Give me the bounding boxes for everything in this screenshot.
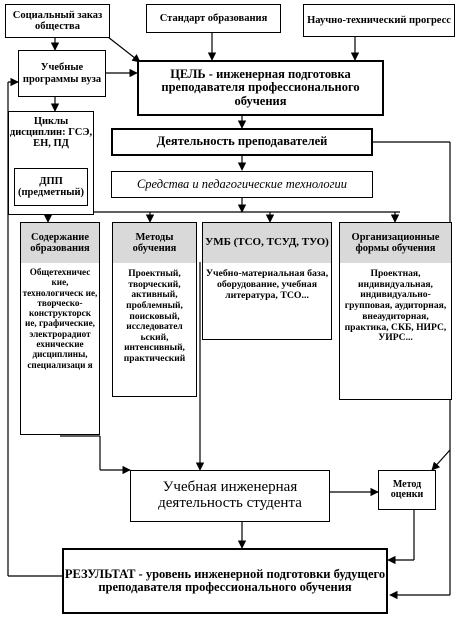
standard-box (146, 4, 281, 33)
cycles-label: Циклы дисциплин: ГСЭ, ЕН, ПД (9, 116, 93, 150)
umb-column (202, 222, 332, 340)
forms-body: Проектная, индивидуальная, индивидуально-групповая, аудиторная, внеаудиторная, практика, СКБ, НИРС, УИРС... (344, 269, 447, 344)
goal-box (137, 60, 384, 116)
curricula-box (18, 50, 106, 97)
progress-label: Научно-технический прогресс (307, 14, 451, 26)
dpp-label: ДПП (предметный) (18, 175, 84, 198)
content-column (20, 222, 100, 435)
social-order-label: Социальный заказ общества (12, 9, 103, 32)
content-body: Общетехничес кие, технологическ ие, творческо-конструкторск ие, графические, электрорадиот ехнические дисциплины, специализаци я (22, 267, 98, 370)
assessment-box (378, 470, 436, 510)
content-header: Содержание образования (21, 223, 99, 263)
progress-box (303, 4, 455, 37)
student-activity-box (130, 470, 330, 522)
student-activity-label: Учебная инженерная деятельность студента (158, 479, 302, 511)
dpp-box (14, 168, 88, 206)
teacher-activity-label: Деятельность преподавателей (156, 134, 328, 149)
forms-header: Организационные формы обучения (340, 223, 451, 263)
standard-label: Стандарт образования (159, 12, 268, 24)
umb-body: Учебно-материальная база, оборудование, учебная литература, ТСО... (205, 269, 329, 301)
umb-header: УМБ (ТСО, ТСУД, ТУО) (203, 223, 331, 263)
curricula-label: Учебные программы вуза (22, 62, 102, 85)
methods-body: Проектный, творческий, активный, проблемный, поисковый, исследовател ьский, интенсивный, практический (123, 269, 186, 364)
result-box (62, 548, 388, 614)
assessment-label: Метод оценки (390, 478, 424, 500)
means-box (111, 171, 373, 198)
arrow-feedback-to-assessment (432, 450, 450, 470)
means-label: Средства и педагогические технологии (136, 176, 348, 191)
methods-header: Методы обучения (113, 223, 196, 263)
goal-label: ЦЕЛЬ - инженерная подготовка преподавателя профессионального обучения (161, 67, 360, 108)
result-label: РЕЗУЛЬТАТ - уровень инженерной подготовки будущего преподавателя профессионального обучения (64, 566, 386, 594)
teacher-activity-box (111, 128, 373, 156)
forms-column (339, 222, 452, 400)
social-order-box (5, 4, 110, 38)
arrow-social-to-goal (108, 37, 140, 62)
methods-column (112, 222, 197, 397)
